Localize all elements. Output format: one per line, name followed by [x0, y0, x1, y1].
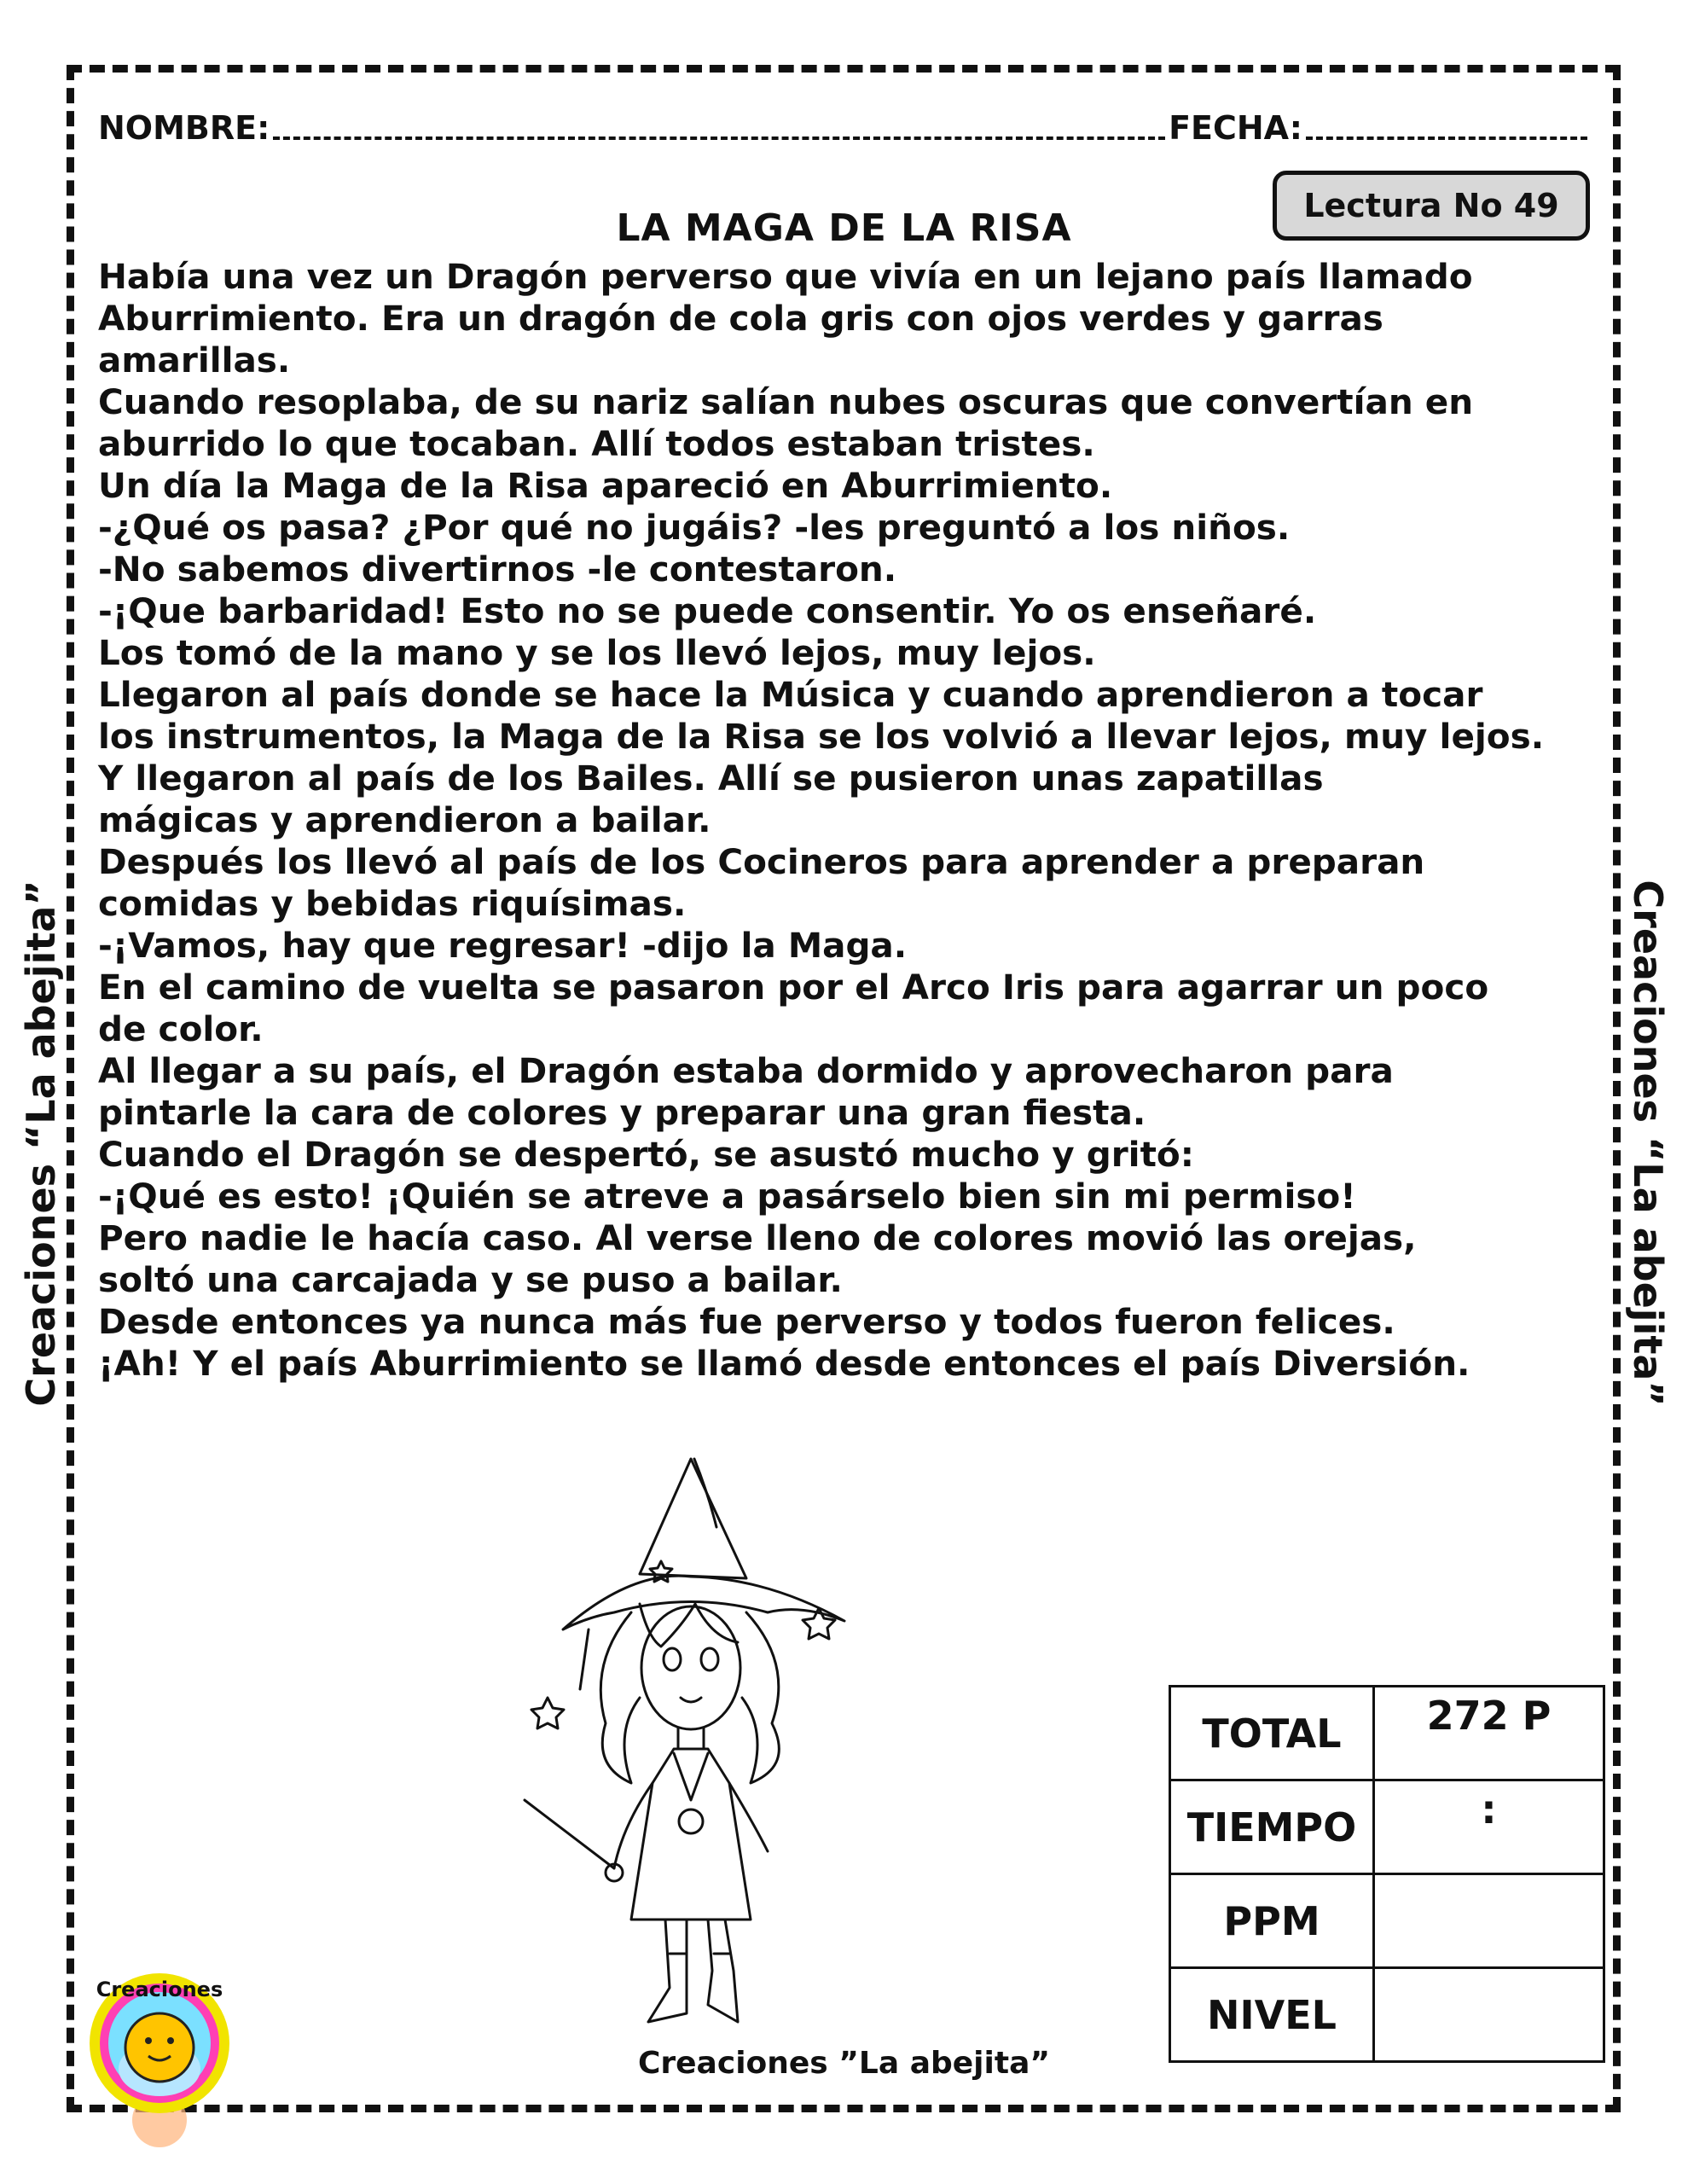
story-line: los instrumentos, la Maga de la Risa se los volvió a llevar lejos, muy lejos.	[98, 716, 1545, 757]
ppm-value[interactable]	[1374, 1874, 1604, 1968]
name-label: NOMBRE:	[98, 109, 270, 147]
story-title: LA MAGA DE LA RISA	[616, 206, 1072, 250]
table-row	[1170, 1780, 1604, 1874]
story-line: Había una vez un Dragón perverso que vivía en un lejano país llamado	[98, 256, 1473, 297]
reading-number-badge: Lectura No 49	[1273, 171, 1590, 241]
story-line: Un día la Maga de la Risa apareció en Aburrimiento.	[98, 465, 1113, 506]
story-line: Los tomó de la mano y se los llevó lejos, muy lejos.	[98, 632, 1096, 673]
date-input-line[interactable]	[1306, 131, 1587, 140]
story-line: de color.	[98, 1008, 264, 1049]
story-line: soltó una carcajada y se puso a bailar.	[98, 1259, 843, 1300]
total-label: TOTAL	[1170, 1687, 1374, 1780]
story-line: -¡Qué es esto! ¡Quién se atreve a pasárselo bien sin mi permiso!	[98, 1176, 1356, 1217]
story-line: Y llegaron al país de los Bailes. Allí se pusieron unas zapatillas	[98, 758, 1324, 799]
total-value[interactable]: 272 P	[1374, 1687, 1604, 1780]
story-line: Pero nadie le hacía caso. Al verse lleno de colores movió las orejas,	[98, 1217, 1417, 1258]
story-line: mágicas y aprendieron a bailar.	[98, 799, 711, 840]
date-label: FECHA:	[1169, 109, 1302, 147]
story-line: Aburrimiento. Era un dragón de cola gris con ojos verdes y garras	[98, 298, 1383, 339]
story-line: Desde entonces ya nunca más fue perverso y todos fueron felices.	[98, 1301, 1395, 1342]
logo-lettering: Creaciones	[96, 1978, 223, 2001]
bee-logo	[78, 1962, 241, 2150]
story-line: aburrido lo que tocaban. Allí todos estaban tristes.	[98, 423, 1095, 464]
story-line: Al llegar a su país, el Dragón estaba dormido y aprovecharon para	[98, 1050, 1394, 1091]
story-text	[98, 256, 1545, 1385]
story-line: -¡Que barbaridad! Esto no se puede consentir. Yo os enseñaré.	[98, 590, 1317, 631]
score-table	[1169, 1685, 1605, 2063]
story-line: En el camino de vuelta se pasaron por el Arco Iris para agarrar un poco	[98, 967, 1489, 1008]
table-row	[1170, 1874, 1604, 1968]
story-line: Cuando el Dragón se despertó, se asustó mucho y gritó:	[98, 1134, 1194, 1175]
story-line: pintarle la cara de colores y preparar una gran fiesta.	[98, 1092, 1146, 1133]
story-line: Cuando resoplaba, de su nariz salían nubes oscuras que convertían en	[98, 381, 1474, 422]
ppm-label: PPM	[1170, 1874, 1374, 1968]
side-credit-right: Creaciones “La abejita”	[1625, 880, 1671, 1407]
story-line: -No sabemos divertirnos -le contestaron.	[98, 549, 897, 590]
witch-illustration	[512, 1442, 870, 2039]
story-line: -¿Qué os pasa? ¿Por qué no jugáis? -les preguntó a los niños.	[98, 507, 1291, 548]
story-line: comidas y bebidas riquísimas.	[98, 883, 687, 924]
table-row	[1170, 1687, 1604, 1780]
header-fields	[98, 96, 1591, 147]
story-line: Llegaron al país donde se hace la Música y cuando aprendieron a tocar	[98, 674, 1483, 715]
time-label: TIEMPO	[1170, 1780, 1374, 1874]
name-input-line[interactable]	[273, 131, 1165, 140]
footer-caption: Creaciones ”La abejita”	[637, 2046, 1051, 2081]
side-credit-left: Creaciones “La abejita”	[18, 880, 64, 1407]
story-line: -¡Vamos, hay que regresar! -dijo la Maga.	[98, 925, 908, 966]
story-line: Después los llevó al país de los Cocineros para aprender a preparan	[98, 841, 1425, 882]
story-line: amarillas.	[98, 340, 291, 380]
time-value[interactable]: :	[1374, 1780, 1604, 1874]
level-label: NIVEL	[1170, 1968, 1374, 2062]
story-line: ¡Ah! Y el país Aburrimiento se llamó desde entonces el país Diversión.	[98, 1343, 1470, 1384]
